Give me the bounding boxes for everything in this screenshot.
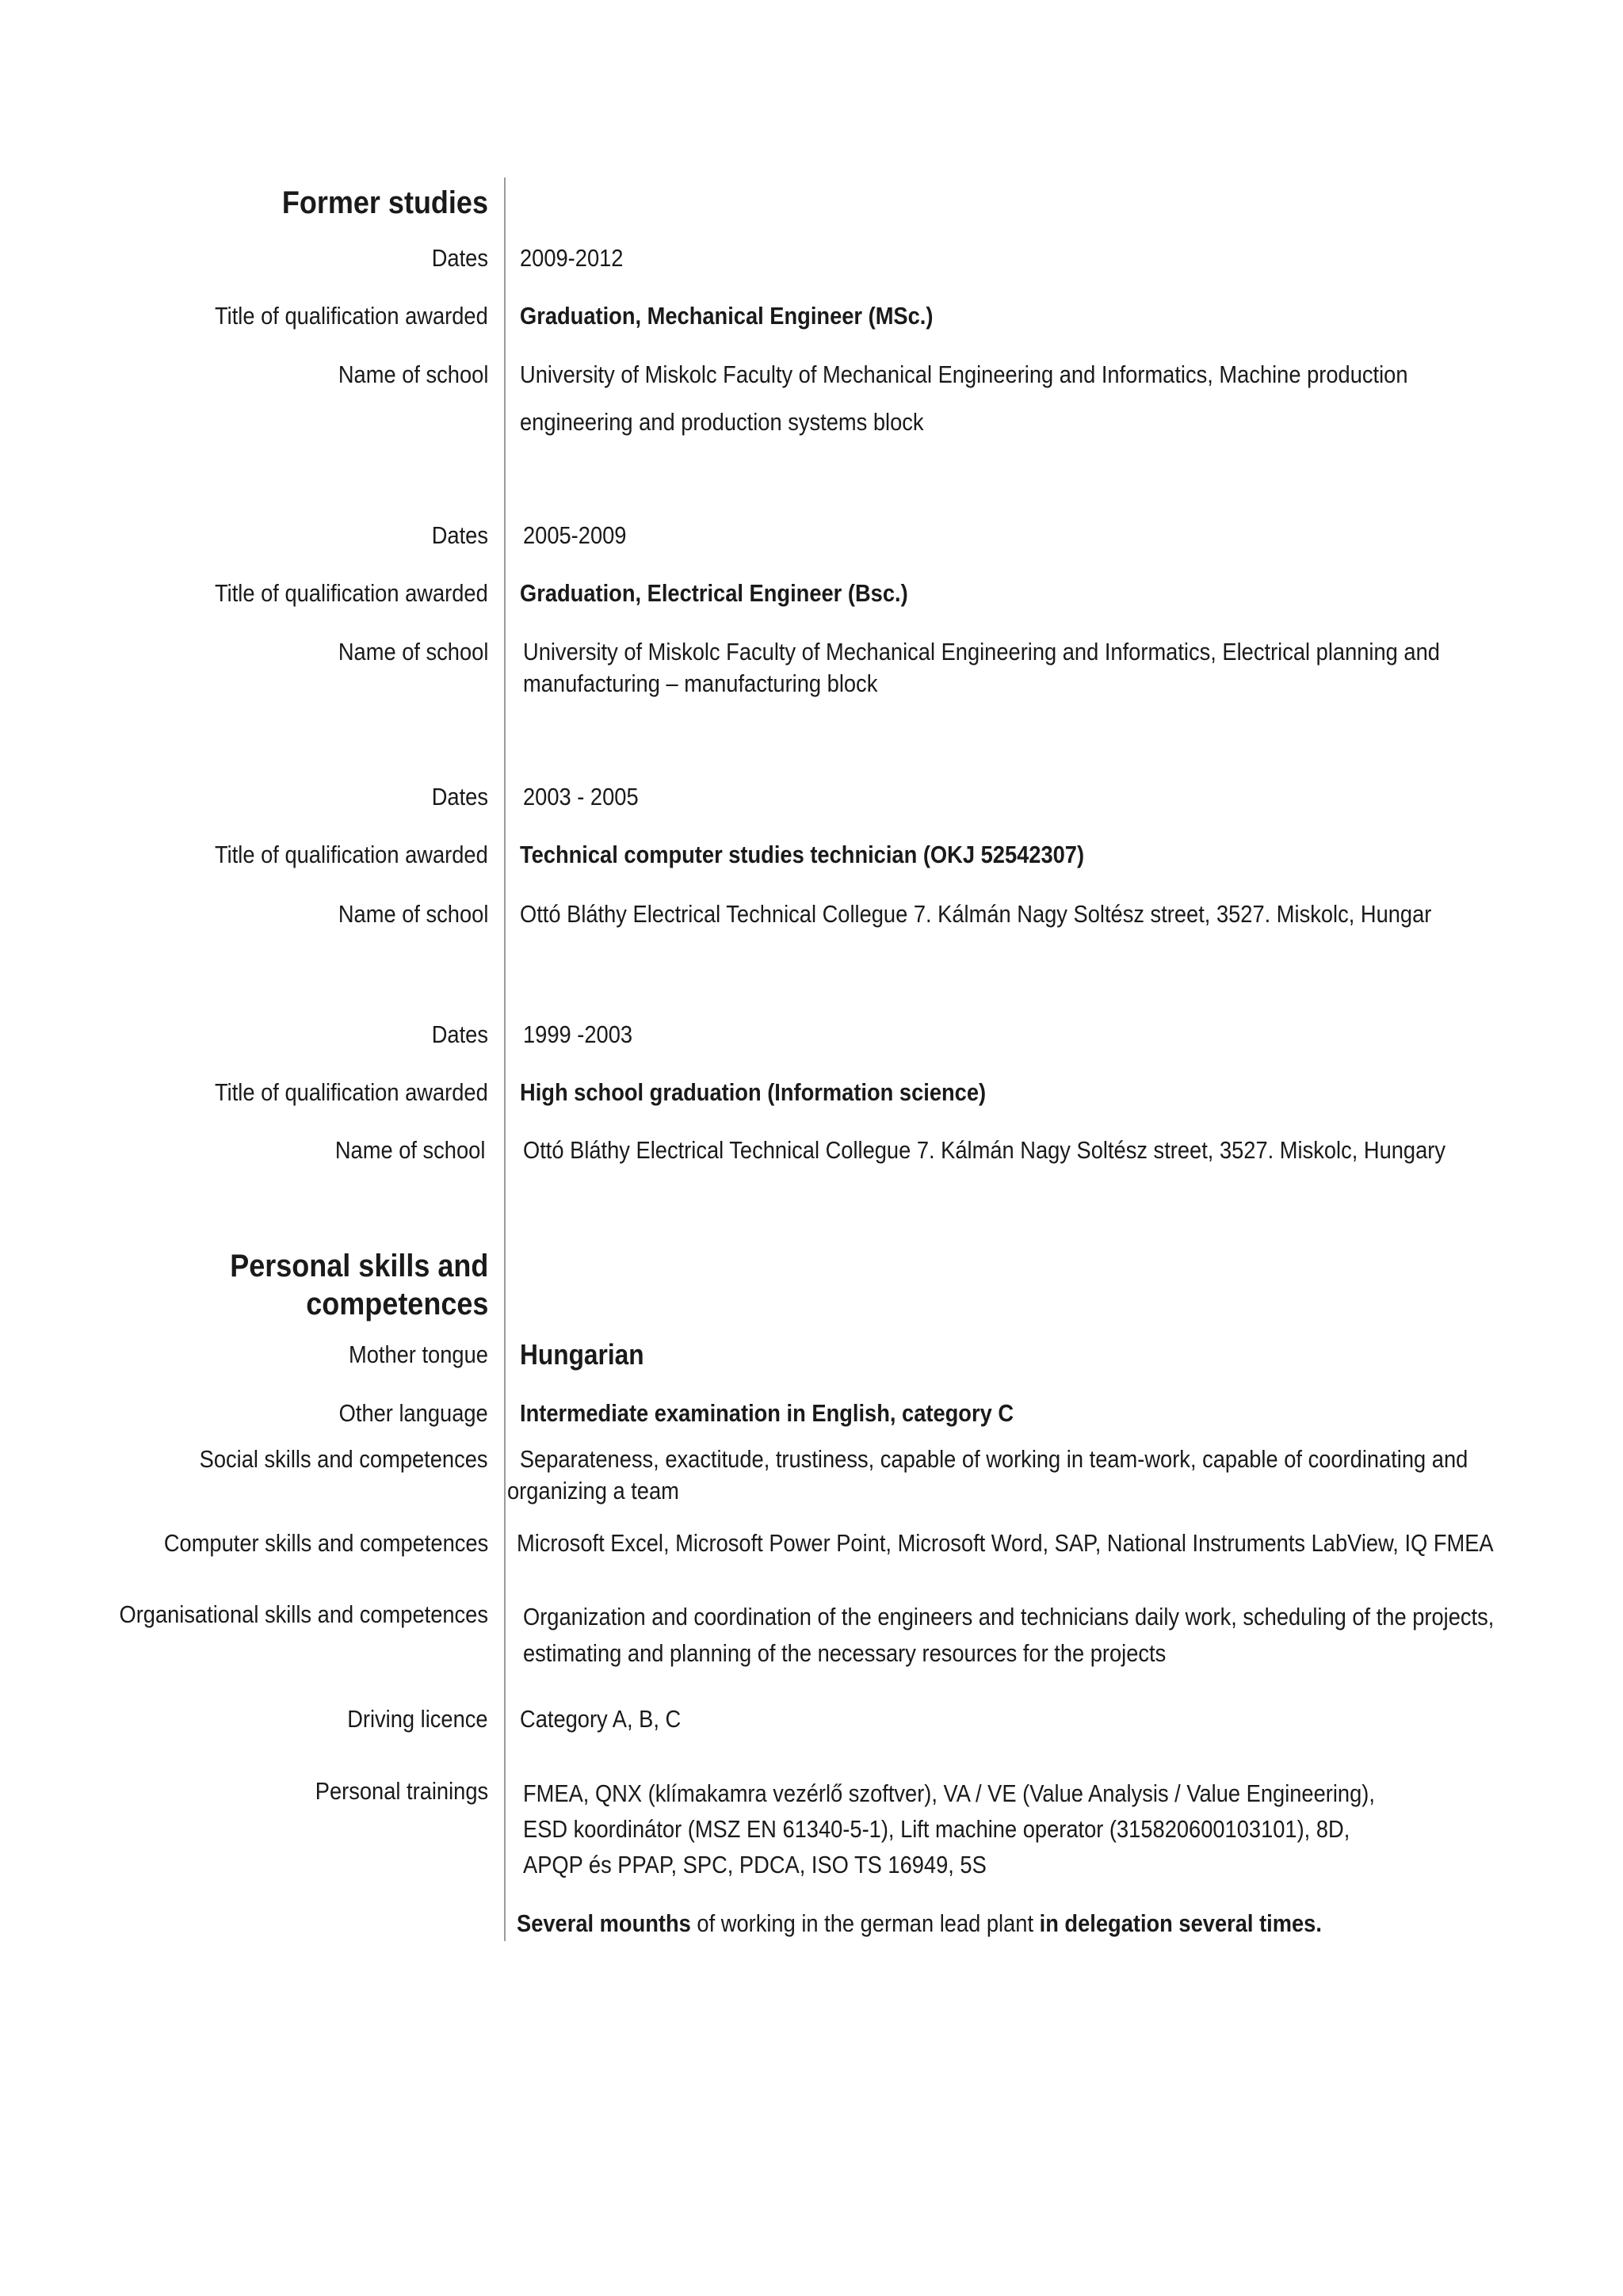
label-other-language: Other language	[338, 1399, 488, 1427]
entry-4-dates: 1999 -2003	[523, 1020, 633, 1048]
entry-2-qualification: Graduation, Electrical Engineer (Bsc.)	[520, 579, 908, 607]
training-line: FMEA, QNX (klímakamra vezérlő szoftver), VA / VE (Value Analysis / Value Engineering),	[523, 1779, 1375, 1807]
social-line: organizing a team	[507, 1477, 679, 1505]
delegation-bold-end: in delegation several times.	[1039, 1909, 1322, 1937]
school-line: Ottó Bláthy Electrical Technical Collegue 7. Kálmán Nagy Soltész street, 3527. Miskolc, Hungary	[523, 1136, 1446, 1164]
computer-skills-value: Microsoft Excel, Microsoft Power Point, Microsoft Word, SAP, National Instruments LabView, IQ FMEA	[517, 1529, 1494, 1557]
label-dates: Dates	[431, 244, 488, 272]
school-line: University of Miskolc Faculty of Mechanical Engineering and Informatics, Electrical planning and	[523, 638, 1440, 666]
organisational-skills-value	[523, 1599, 1569, 1672]
label-school: Name of school	[338, 638, 488, 666]
training-line: APQP és PPAP, SPC, PDCA, ISO TS 16949, 5S	[523, 1851, 987, 1878]
label-school: Name of school	[334, 1136, 485, 1164]
training-line: ESD koordinátor (MSZ EN 61340-5-1), Lift machine operator (315820600103101), 8D,	[523, 1815, 1350, 1843]
label-dates: Dates	[431, 521, 488, 549]
label-school: Name of school	[338, 900, 488, 928]
column-divider	[504, 177, 506, 1941]
driving-licence-value: Category A, B, C	[520, 1705, 682, 1733]
mother-tongue-value: Hungarian	[520, 1338, 644, 1371]
label-school: Name of school	[338, 360, 488, 388]
delegation-bold-start: Several mounths	[517, 1909, 691, 1937]
entry-4-school	[523, 1135, 1569, 1166]
label-personal-trainings: Personal trainings	[315, 1777, 488, 1805]
entry-3-dates: 2003 - 2005	[523, 783, 639, 810]
entry-1-school	[520, 351, 1566, 446]
label-dates: Dates	[431, 783, 488, 810]
heading-line: Personal skills and	[229, 1249, 488, 1283]
delegation-line	[517, 1908, 1563, 1939]
label-social-skills: Social skills and competences	[200, 1445, 488, 1473]
school-line: Ottó Bláthy Electrical Technical Collegue 7. Kálmán Nagy Soltész street, 3527. Miskolc, Hungar	[520, 900, 1432, 928]
label-qualification: Title of qualification awarded	[215, 302, 488, 330]
label-organisational-skills: Organisational skills and competences	[119, 1600, 488, 1628]
label-mother-tongue: Mother tongue	[349, 1341, 488, 1368]
entry-3-school	[520, 898, 1566, 930]
social-line: Separateness, exactitude, trustiness, capable of working in team-work, capable of coordinating and	[519, 1445, 1468, 1473]
entry-1-dates: 2009-2012	[520, 244, 624, 272]
social-skills-value	[507, 1444, 1553, 1507]
entry-1-qualification: Graduation, Mechanical Engineer (MSc.)	[520, 302, 934, 330]
label-computer-skills: Computer skills and competences	[163, 1529, 488, 1557]
label-qualification: Title of qualification awarded	[215, 1078, 488, 1106]
entry-3-qualification: Technical computer studies technician (OKJ 52542307)	[520, 841, 1085, 868]
label-dates: Dates	[431, 1020, 488, 1048]
entry-2-school	[523, 636, 1569, 700]
organisational-line: Organization and coordination of the engineers and technicians daily work, scheduling of the projects,	[523, 1603, 1495, 1630]
label-qualification: Title of qualification awarded	[215, 579, 488, 607]
school-line: manufacturing – manufacturing block	[523, 669, 878, 697]
personal-trainings-value	[523, 1775, 1569, 1882]
organisational-line: estimating and planning of the necessary resources for the projects	[523, 1639, 1167, 1667]
label-qualification: Title of qualification awarded	[215, 841, 488, 868]
school-line: engineering and production systems block	[520, 408, 924, 436]
section-heading-former-studies: Former studies	[281, 185, 488, 220]
heading-line: competences	[305, 1287, 488, 1322]
school-line: University of Miskolc Faculty of Mechanical Engineering and Informatics, Machine production	[520, 360, 1408, 388]
other-language-value: Intermediate examination in English, category C	[520, 1399, 1014, 1427]
delegation-note	[517, 1908, 1563, 1939]
section-heading-personal-skills	[230, 1247, 488, 1323]
entry-4-qualification: High school graduation (Information science)	[520, 1078, 987, 1106]
delegation-middle: of working in the german lead plant	[690, 1909, 1040, 1937]
label-driving-licence: Driving licence	[347, 1705, 488, 1733]
entry-2-dates: 2005-2009	[523, 521, 627, 549]
